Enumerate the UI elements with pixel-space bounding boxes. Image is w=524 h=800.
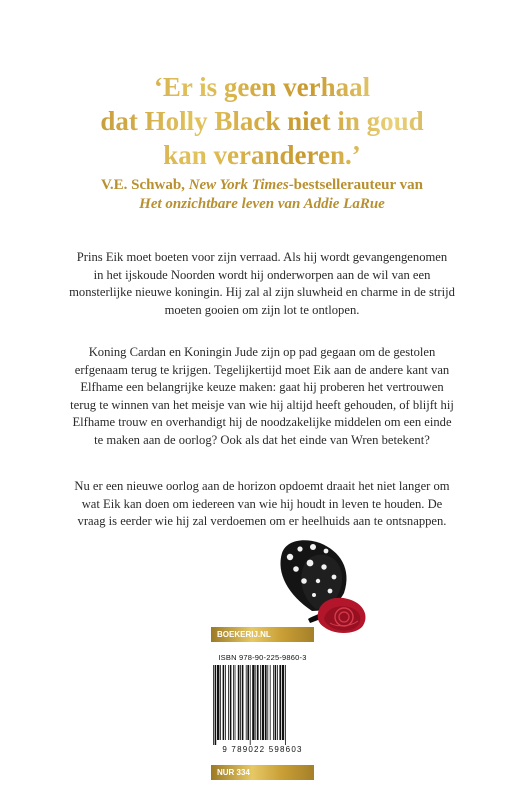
barcode-bar <box>285 665 286 745</box>
barcode-bar <box>275 665 277 740</box>
barcode-area <box>211 653 314 758</box>
barcode-bar <box>265 665 267 740</box>
barcode-bar <box>242 665 244 740</box>
barcode-bar <box>215 665 217 745</box>
blurb-line: Elfhame een belangrijke keuze maken: gaat hij proberen het vertrouwen <box>80 380 444 395</box>
quote-line-1: ‘Er is geen verhaal <box>153 72 371 102</box>
blurb-line: te maken aan de oorlog? Ook als dat het einde van Wren betekent? <box>94 432 430 447</box>
blurb-line: wat Eik kan doen om iedereen van wie hij houdt in leven te houden. De <box>81 496 443 511</box>
quote-attribution <box>40 176 484 214</box>
attribution-author: V.E. Schwab, <box>101 177 189 193</box>
blurb-paragraph-3 <box>44 478 480 531</box>
blurb-line: monsterlijke nieuwe koningin. Hij zal al zijn sluwheid en charme in de strijd <box>69 285 455 300</box>
blurb-line: moeten gooien om zijn lot te ontlopen. <box>164 302 360 317</box>
barcode-bar <box>247 665 249 740</box>
barcode-bar <box>255 665 256 740</box>
barcode-bar <box>250 665 251 745</box>
barcode-bar <box>213 665 214 745</box>
blurb-line: Koning Cardan en Koningin Jude zijn op pad gegaan om de gestolen <box>88 345 436 359</box>
nur-label: NUR 334 <box>211 765 314 780</box>
attribution-publication: New York Times <box>188 177 289 193</box>
barcode-icon <box>213 665 312 745</box>
barcode-bar <box>230 665 232 740</box>
barcode-bar <box>235 665 236 740</box>
barcode-bar <box>225 665 226 740</box>
barcode-bar <box>246 665 247 740</box>
blurb-quote <box>40 70 484 172</box>
barcode-bar <box>257 665 259 740</box>
barcode-digits: 9 789022 598603 <box>222 745 303 754</box>
barcode-bar <box>282 665 284 740</box>
barcode-bar <box>223 665 225 740</box>
blurb-line: Elfhame trouw en overhandigt hij de noodzakelijke middelen om een einde <box>72 415 452 430</box>
barcode-bar <box>217 665 219 740</box>
barcode-bar <box>252 665 254 740</box>
quote-line-2: dat Holly Black niet in goud <box>100 106 424 136</box>
blurb-line: Prins Eik moet boeten voor zijn verraad. Als hij wordt gevangengenomen <box>76 250 448 264</box>
quote-line-3: kan veranderen.’ <box>163 140 361 170</box>
barcode-bar <box>240 665 241 740</box>
barcode-bar <box>270 665 271 740</box>
blurb-line: terug te winnen van het meisje van wie hij altijd heeft gehouden, of blijft hij <box>70 397 454 412</box>
barcode-bar <box>260 665 261 740</box>
barcode-bar <box>267 665 268 740</box>
isbn-label: ISBN 978-90-225-9860-3 <box>218 653 307 662</box>
blurb-line: in het ijskoude Noorden wordt hij onderworpen aan de wil van een <box>93 267 431 282</box>
barcode-bar <box>233 665 234 740</box>
barcode-bar <box>220 665 221 740</box>
barcode-bar <box>277 665 278 740</box>
barcode-bar <box>273 665 274 740</box>
blurb-paragraph-1 <box>44 249 480 319</box>
attribution-line-2 <box>40 195 484 214</box>
publisher-site-label: BOEKERIJ.NL <box>211 627 314 642</box>
blurb-line: erfgenaam terug te krijgen. Tegelijkertijd moet Eik aan de andere kant van <box>74 362 450 377</box>
blurb-line: vraag is eerder wie hij zal verdoemen om er heelhuids aan te ontsnappen. <box>77 514 447 529</box>
attribution-book: Het onzichtbare leven van Addie LaRue <box>139 196 385 212</box>
barcode-bar <box>279 665 281 740</box>
butterfly-icon <box>268 535 376 635</box>
barcode-bar <box>238 665 240 740</box>
blurb-line: Nu er een nieuwe oorlog aan de horizon opdoemt draait het niet langer om <box>74 479 450 493</box>
blurb-paragraph-2 <box>44 344 480 450</box>
attribution-suffix: -bestsellerauteur van <box>288 177 423 193</box>
barcode-bar <box>262 665 264 740</box>
barcode-bar <box>228 665 229 740</box>
attribution-line-1 <box>40 176 484 195</box>
